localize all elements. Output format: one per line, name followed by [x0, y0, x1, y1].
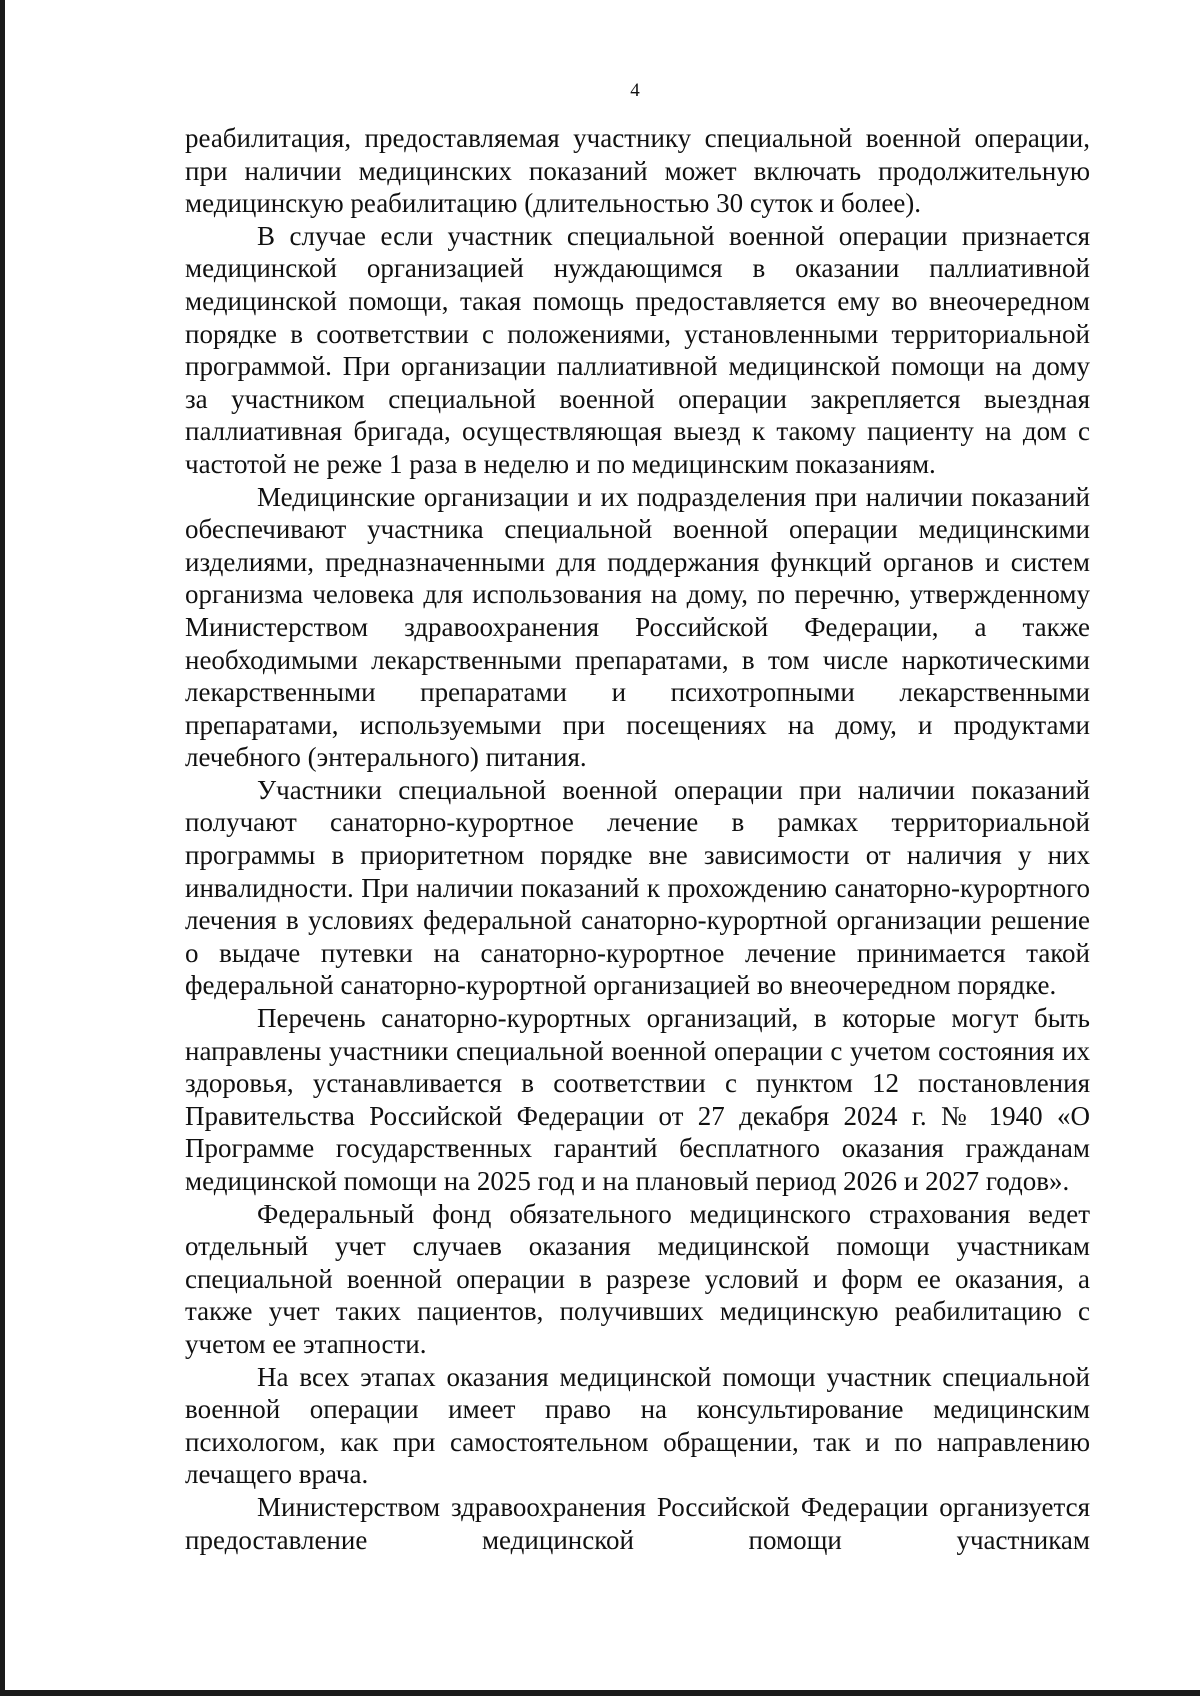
scan-bottom-border	[0, 1690, 1200, 1696]
paragraph: На всех этапах оказания медицинской помощи участник специальной военной операции имеет право на консультирование медицинским психологом, как при самостоятельном обращении, так и по направлению лечащего врача.	[185, 1361, 1090, 1490]
document-body	[185, 122, 1090, 1556]
paragraph: Федеральный фонд обязательного медицинского страхования ведет отдельный учет случаев оказания медицинской помощи участникам специальной военной операции в разрезе условий и форм ее оказания, а также учет таких пациентов, получивших медицинскую реабилитацию с учетом ее этапности.	[185, 1198, 1090, 1359]
paragraph: Участники специальной военной операции при наличии показаний получают санаторно-курортное лечение в рамках территориальной программы в приоритетном порядке вне зависимости от наличия у них инвалидности. При наличии показаний к прохождению санаторно-курортного лечения в условиях федеральной санаторно-курортной организации решение о выдаче путевки на санаторно-курортное лечение принимается такой федеральной санаторно-курортной организацией во внеочередном порядке.	[185, 774, 1090, 1001]
paragraph: Медицинские организации и их подразделения при наличии показаний обеспечивают участника специальной военной операции медицинскими изделиями, предназначенными для поддержания функций органов и систем организма человека для использования на дому, по перечню, утвержденному Министерством здравоохранения Российской Федерации, а также необходимыми лекарственными препаратами, в том числе наркотическими лекарственными препаратами и психотропными лекарственными препаратами, используемыми при посещениях на дому, и продуктами лечебного (энтерального) питания.	[185, 481, 1090, 773]
page-number: 4	[630, 80, 640, 101]
paragraph: реабилитация, предоставляемая участнику специальной военной операции, при наличии медицинских показаний может включать продолжительную медицинскую реабилитацию (длительностью 30 суток и более).	[185, 123, 1090, 219]
paragraph: Перечень санаторно-курортных организаций, в которые могут быть направлены участники специальной военной операции с учетом состояния их здоровья, устанавливается в соответствии с пунктом 12 постановления Правительства Российской Федерации от 27 декабря 2024 г. № 1940 «О Программе государственных гарантий бесплатного оказания гражданам медицинской помощи на 2025 год и на плановый период 2026 и 2027 годов».	[185, 1003, 1090, 1196]
scan-left-border	[0, 0, 5, 1696]
paragraph: В случае если участник специальной военной операции признается медицинской организацией нуждающимся в оказании паллиативной медицинской помощи, такая помощь предоставляется ему во внеочередном порядке в соответствии с положениями, установленными территориальной программой. При организации паллиативной медицинской помощи на дому за участником специальной военной операции закрепляется выездная паллиативная бригада, осуществляющая выезд к такому пациенту на дом с частотой не реже 1 раза в неделю и по медицинским показаниям.	[185, 220, 1090, 479]
paragraph: Министерством здравоохранения Российской Федерации организуется предоставление медицинской помощи участникам	[185, 1491, 1090, 1555]
